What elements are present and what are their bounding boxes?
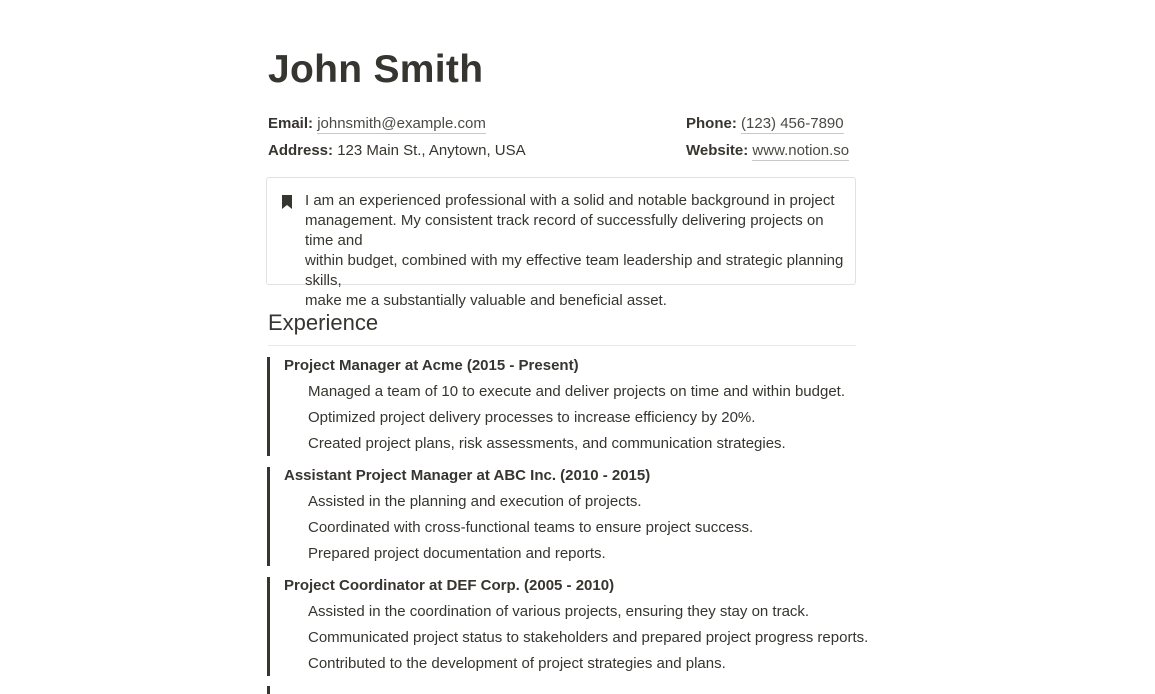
summary-text — [305, 191, 845, 311]
job-title: Assistant Project Manager at ABC Inc. (2010 - 2015) — [284, 467, 651, 484]
website-label: Website: — [686, 142, 749, 159]
phone-row — [686, 115, 844, 132]
email-link[interactable]: johnsmith@example.com — [317, 115, 486, 132]
job-entry — [267, 577, 867, 676]
job-bullet: Prepared project documentation and reports. — [308, 545, 606, 562]
job-bullet: Communicated project status to stakeholders and prepared project progress reports. — [308, 629, 869, 646]
job-bullet: Managed a team of 10 to execute and deliver projects on time and within budget. — [308, 383, 846, 400]
address-label: Address: — [268, 142, 334, 159]
job-bullet: Assisted in the planning and execution of projects. — [308, 493, 642, 510]
job-title: Project Coordinator at DEF Corp. (2005 - 2010) — [284, 577, 615, 594]
summary-callout — [266, 177, 856, 309]
summary-line: I am an experienced professional with a solid and notable background in project — [305, 192, 835, 209]
job-bullet: Created project plans, risk assessments, and communication strategies. — [308, 435, 786, 452]
job-bullet: Assisted in the coordination of various projects, ensuring they stay on track. — [308, 603, 810, 620]
summary-line: within budget, combined with my effective team leadership and strategic planning skills, — [305, 252, 844, 289]
job-bullet: Contributed to the development of project strategies and plans. — [308, 655, 726, 672]
job-bullet: Optimized project delivery processes to increase efficiency by 20%. — [308, 409, 756, 426]
experience-heading: Experience — [268, 310, 379, 335]
job-entry — [267, 357, 867, 456]
address-value: 123 Main St., Anytown, USA — [337, 142, 526, 159]
next-job-border — [267, 686, 270, 694]
website-link[interactable]: www.notion.so — [752, 142, 850, 159]
summary-line: make me a substantially valuable and beneficial asset. — [305, 292, 667, 309]
job-entry — [267, 467, 867, 566]
bookmark-icon — [281, 194, 293, 210]
section-divider — [268, 345, 856, 346]
job-title: Project Manager at Acme (2015 - Present) — [284, 357, 579, 374]
email-label: Email: — [268, 115, 314, 132]
page-title: John Smith — [268, 48, 484, 91]
summary-line: management. My consistent track record of successfully delivering projects on time and — [305, 212, 824, 249]
job-bullet: Coordinated with cross-functional teams to ensure project success. — [308, 519, 754, 536]
website-row — [686, 142, 849, 159]
phone-link[interactable]: (123) 456-7890 — [741, 115, 844, 132]
phone-label: Phone: — [686, 115, 737, 132]
address-row — [268, 142, 526, 159]
email-row — [268, 115, 486, 132]
